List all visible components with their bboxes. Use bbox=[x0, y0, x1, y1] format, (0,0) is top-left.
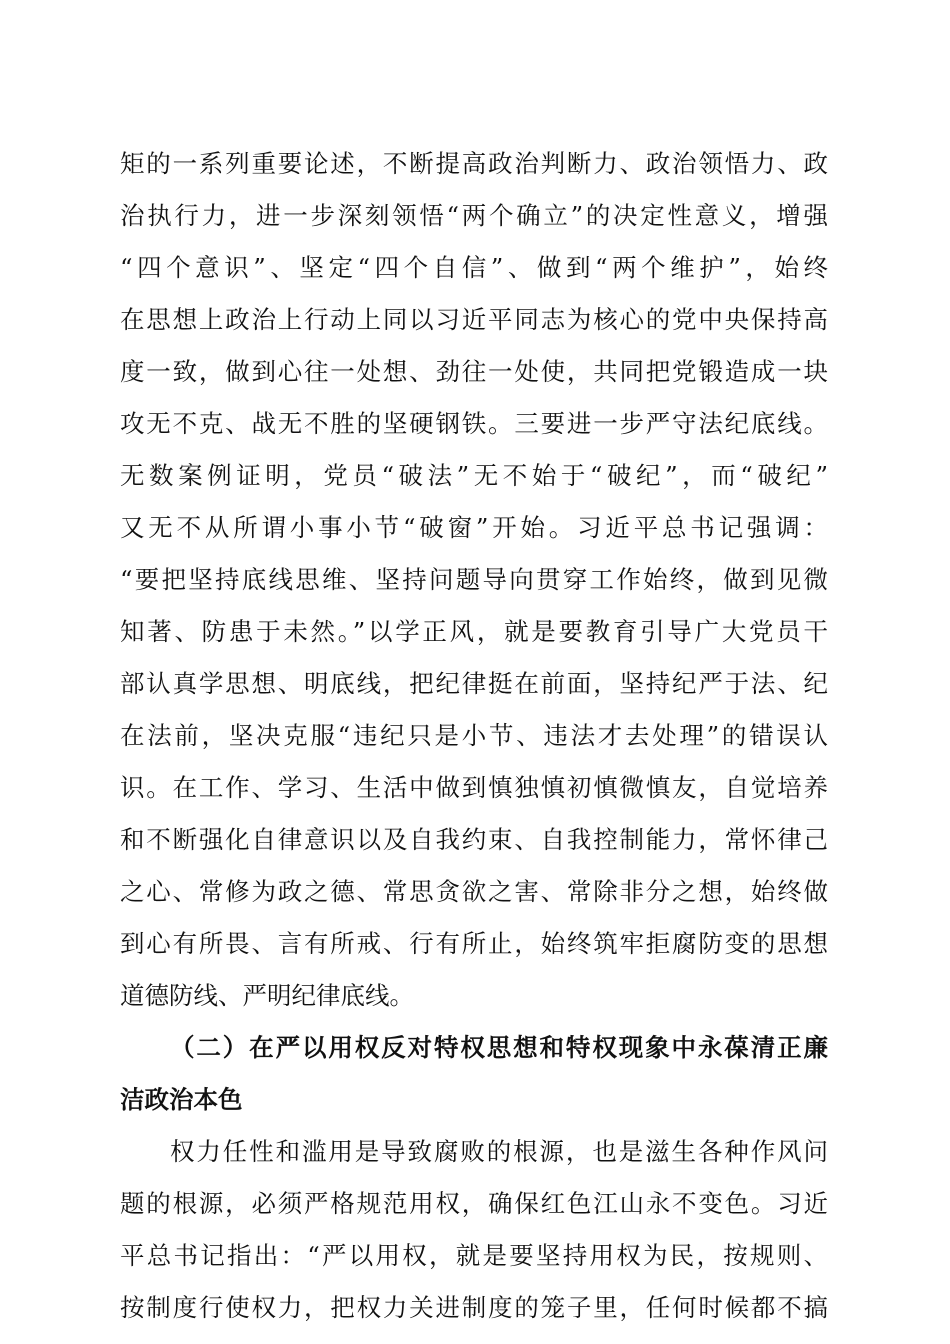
text-line: 攻无不克、战无不胜的坚硬钢铁。三要进一步严守法纪底线。 bbox=[120, 409, 828, 438]
text-line: 平总书记指出：“严以用权，就是要坚持用权为民，按规则、 bbox=[120, 1241, 828, 1270]
text-line: 又无不从所谓小事小节“破窗”开始。习近平总书记强调： bbox=[120, 513, 828, 542]
text-line: 度一致，做到心往一处想、劲往一处使，共同把党锻造成一块 bbox=[120, 357, 828, 386]
text-line: 之心、常修为政之德、常思贪欲之害、常除非分之想，始终做 bbox=[120, 877, 828, 906]
text-line: 权力任性和滥用是导致腐败的根源，也是滋生各种作风问 bbox=[170, 1137, 828, 1166]
text-line: “要把坚持底线思维、坚持问题导向贯穿工作始终，做到见微 bbox=[120, 565, 828, 594]
text-line: 题的根源，必须严格规范用权，确保红色江山永不变色。习近 bbox=[120, 1189, 828, 1218]
text-line: “四个意识”、坚定“四个自信”、做到“两个维护”，始终 bbox=[120, 253, 828, 282]
section-heading-line: （二）在严以用权反对特权思想和特权现象中永葆清正廉 bbox=[170, 1033, 828, 1062]
paragraph-discipline-bottom-line bbox=[120, 138, 828, 1022]
text-line: 道德防线、严明纪律底线。 bbox=[120, 981, 414, 1010]
section-heading bbox=[120, 1022, 828, 1126]
text-line: 部认真学思想、明底线，把纪律挺在前面，坚持纪严于法、纪 bbox=[120, 669, 828, 698]
text-line: 在思想上政治上行动上同以习近平同志为核心的党中央保持高 bbox=[120, 305, 828, 334]
text-line: 治执行力，进一步深刻领悟“两个确立”的决定性意义，增强 bbox=[120, 201, 828, 230]
text-line: 识。在工作、学习、生活中做到慎独慎初慎微慎友，自觉培养 bbox=[120, 773, 828, 802]
text-line: 知著、防患于未然。”以学正风，就是要教育引导广大党员干 bbox=[120, 617, 828, 646]
paragraph-strict-use-of-power bbox=[120, 1126, 828, 1334]
section-heading-line: 洁政治本色 bbox=[120, 1085, 243, 1114]
text-line: 无数案例证明，党员“破法”无不始于“破纪”，而“破纪” bbox=[120, 461, 828, 490]
text-line: 在法前，坚决克服“违纪只是小节、违法才去处理”的错误认 bbox=[120, 721, 828, 750]
text-line: 按制度行使权力，把权力关进制度的笼子里，任何时候都不搞 bbox=[120, 1293, 828, 1322]
document-body bbox=[120, 138, 828, 1334]
text-line: 矩的一系列重要论述，不断提高政治判断力、政治领悟力、政 bbox=[120, 149, 828, 178]
text-line: 和不断强化自律意识以及自我约束、自我控制能力，常怀律己 bbox=[120, 825, 828, 854]
text-line: 到心有所畏、言有所戒、行有所止，始终筑牢拒腐防变的思想 bbox=[120, 929, 828, 958]
